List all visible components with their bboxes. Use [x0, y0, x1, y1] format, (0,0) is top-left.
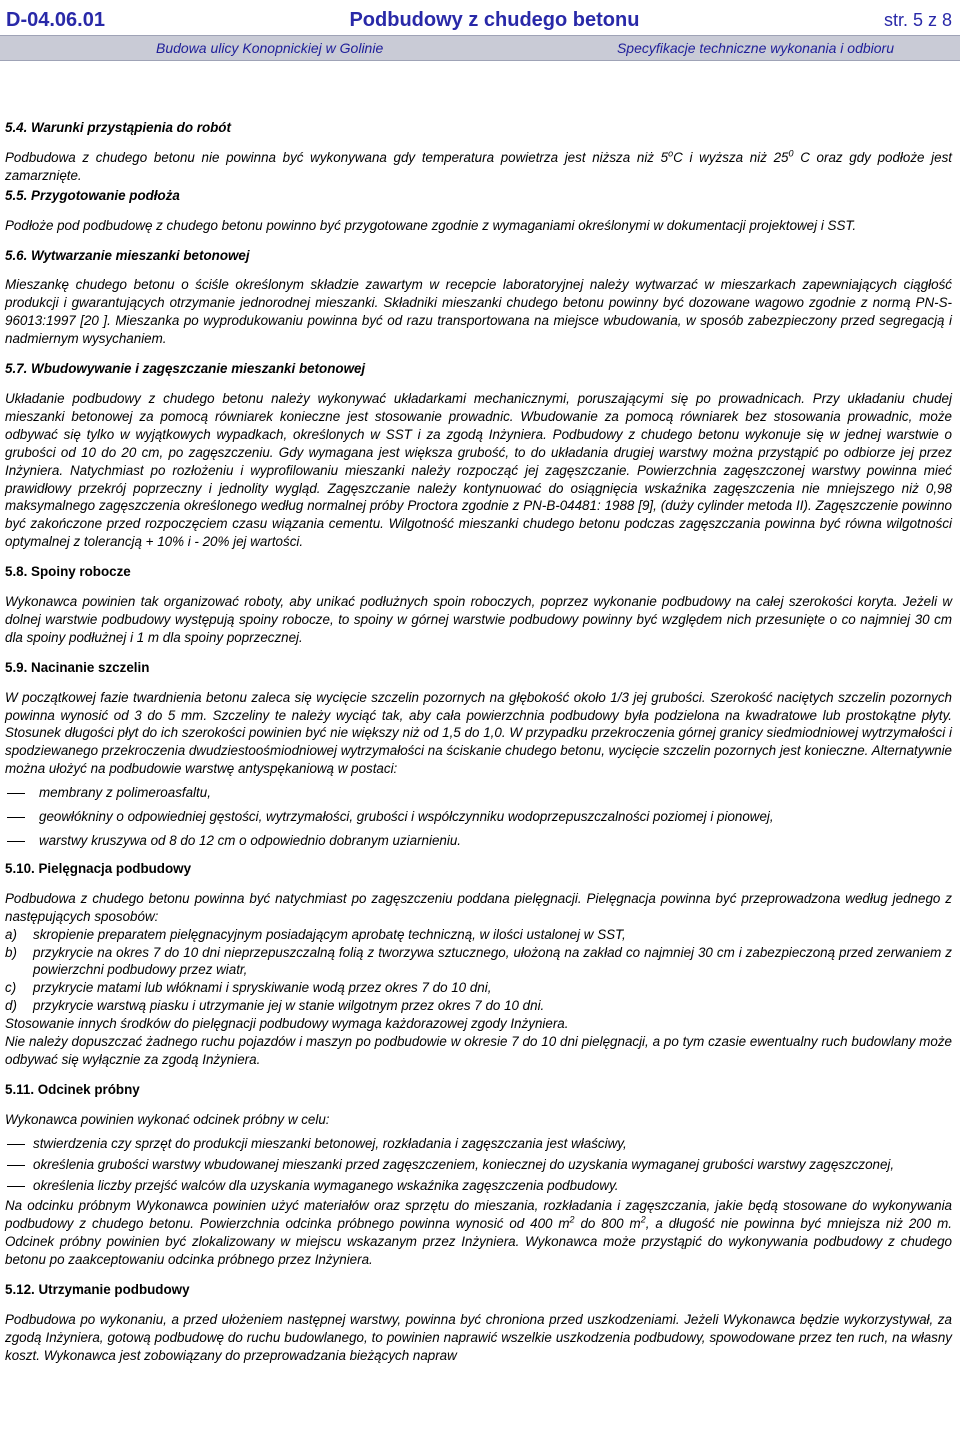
- paragraph: Wykonawca powinien wykonać odcinek próbny w celu:: [5, 1111, 330, 1127]
- list-item: geowłókniny o odpowiedniej gęstości, wytrzymałości, grubości i współczynniku wodoprzepuszczalności poziomej i pionowej,: [5, 808, 952, 826]
- section-heading: 5.7. Wbudowywanie i zagęszczanie mieszanki betonowej: [5, 361, 366, 377]
- paragraph: Układanie podbudowy z chudego betonu należy wykonywać układarkami mechanicznymi, poruszającymi się po prowadnicach. Przy układaniu chudej mieszanki betonowej za pomocą równiarek konieczne jest stosowanie prowadnic. Wbudowanie za pomocą równiarek bez stosowania prowadnic, może odbywać się tylko w wyjątkowych wypadkach, określonych w SST i za zgodą Inżyniera. Podbudowy z chudego betonu wykonuje się w jednej warstwie o grubości od 10 do 20 cm, po zagęszczeniu. Gdy wymagana jest większa grubość, to do układania drugiej warstwy można przystąpić po odbiorze jej przez Inżyniera. Natychmiast po rozłożeniu i wyprofilowaniu mieszanki należy rozpocząć jej zagęszczanie. Powierzchnia zagęszczonej warstwy powinna mieć prawidłowy przekrój poprzeczny i jednolity wygląd. Zagęszczanie należy kontynuować do osiągnięcia wskaźnika zagęszczenia nie mniejszego niż 0,98 maksymalnego zagęszczenia określonego według normalnej próby Proctora zgodnie z PN-B-04481: 1988 [9], (duży cylinder metoda II). Zagęszczenie powinno być zakończone przed rozpoczęciem czasu wiązania cementu. Wilgotność mieszanki chudego betonu podczas zagęszczania powinna być równa wilgotności optymalnej z tolerancją + 10% i - 20% jej wartości.: [5, 390, 952, 550]
- paragraph: W początkowej fazie twardnienia betonu zaleca się wycięcie szczelin pozornych na głębokość około 1/3 jej grubości. Szerokość naciętych szczelin pozornych powinna wynosić od 3 do 5 mm. Szczeliny te należy wyciąć tak, aby cała powierzchnia podbudowy była podzielona na kwadratowe lub prostokątne płyty. Stosunek długości płyt do ich szerokości powinien być nie większy niż od 1,5 do 1,0. W przypadku przekroczenia górnej granicy siedmiodniowej wytrzymałości i spodziewanego przekroczenia dwudziestoośmiodniowej wytrzymałości na ściskanie chudego betonu, wycięcie szczelin pozornych jest konieczne. Alternatywnie można ułożyć na podbudowie warstwę antyspękaniową w postaci:: [5, 689, 953, 777]
- page-number: str. 5 z 8: [883, 9, 952, 30]
- dash-list: [5, 784, 952, 850]
- section-heading: 5.12. Utrzymanie podbudowy: [5, 1282, 190, 1298]
- paragraph: Nie należy dopuszczać żadnego ruchu pojazdów i maszyn po podbudowie w okresie 7 do 10 dni pielęgnacji, a po tym czasie ewentualny ruch budowlany może odbywać się wyłącznie za zgodą Inżyniera.: [5, 1034, 952, 1067]
- paragraph: Podbudowa z chudego betonu powinna być natychmiast po zagęszczeniu poddana pielęgnacji. Pielęgnacja powinna być przeprowadzona według jednego z następujących sposobów:: [5, 890, 952, 924]
- list-item: warstwy kruszywa od 8 do 12 cm o odpowiednio dobranym uziarnieniu.: [5, 832, 952, 850]
- section-heading: 5.10. Pielęgnacja podbudowy: [5, 860, 192, 876]
- list-item: określenia grubości warstwy wbudowanej mieszanki przed zagęszczeniem, koniecznej do uzyskania wymaganej grubości warstwy zagęszczonej,: [5, 1156, 952, 1174]
- list-item: c) przykrycie matami lub włóknami i spryskiwanie wodą przez okres 7 do 10 dni,: [5, 980, 492, 996]
- section-heading: 5.4. Warunki przystąpienia do robót: [5, 120, 231, 135]
- list-item: a) skropienie preparatem pielęgnacyjnym posiadającym aprobatę techniczną, w ilości ustalonej w SST,: [5, 926, 626, 942]
- paragraph: Wykonawca powinien tak organizować roboty, aby unikać podłużnych spoin roboczych, poprzez wykonanie podbudowy na całej szerokości koryta. Jeżeli w dolnej warstwie podbudowy występują spoiny robocze, to spoiny w górnej warstwie podbudowy powinny być względem nich przesunięte o co najmniej 30 cm dla spoiny podłużnej i 1 m dla spoiny poprzecznej.: [5, 594, 952, 645]
- lettered-list: [5, 926, 952, 1016]
- list-item: membrany z polimeroasfaltu,: [5, 784, 952, 802]
- paragraph: Mieszankę chudego betonu o ściśle określonym składzie zawartym w recepcie laboratoryjnej należy wytwarzać w mieszarkach zapewniających ciągłość produkcji i gwarantujących otrzymanie jednorodnej mieszanki. Składniki mieszanki chudego betonu powinny być dozowane wagowo zgodnie z normą PN-S-96013:1997 [20 ]. Mieszanka po wyprodukowaniu powinna być od razu transportowana na miejsce wbudowania, w sposób zabezpieczony przed segregacją i nadmiernym wysychaniem.: [5, 277, 952, 347]
- list-item: b) przykrycie na okres 7 do 10 dni nieprzepuszczalną folią z tworzywa sztucznego, ułożoną na zakład co najmniej 30 cm i zabezpieczoną przed zerwaniem z powierzchni podbudowy przez wiatr,: [5, 944, 952, 978]
- paragraph: Podbudowa po wykonaniu, a przed ułożeniem następnej warstwy, powinna być chroniona przed uszkodzeniami. Jeżeli Wykonawca będzie wykorzystywał, za zgodą Inżyniera, gotową podbudowę do ruchu budowlanego, to powinien naprawić wszelkie uszkodzenia podbudowy, spowodowane przez ten ruch, na własny koszt. Wykonawca jest zobowiązany do przeprowadzania bieżących napraw: [5, 1311, 952, 1363]
- section-heading: 5.5. Przygotowanie podłoża: [5, 187, 180, 203]
- paragraph: Podbudowa z chudego betonu nie powinna być wykonywana gdy temperatura powietrza jest niższa niż 5$^o$C i wyższa niż $25^0$ C oraz gdy podłoże jest zamarznięte.: [5, 148, 953, 183]
- page-header: [6, 6, 952, 34]
- section-heading: 5.11. Odcinek próbny: [5, 1081, 140, 1097]
- spec-name: Specyfikacje techniczne wykonania i odbioru: [616, 40, 894, 56]
- project-name: Budowa ulicy Konopnickiej w Golinie: [156, 40, 384, 56]
- list-item: d) przykrycie warstwą piasku i utrzymanie jej w stanie wilgotnym przez okres 7 do 10 dni.: [5, 998, 545, 1014]
- document-body: [5, 119, 952, 1365]
- doc-title: Podbudowy z chudego betonu: [349, 8, 640, 31]
- paragraph: Podłoże pod podbudowę z chudego betonu powinno być przygotowane zgodnie z wymaganiami określonymi w dokumentacji projektowej i SST.: [5, 217, 857, 233]
- paragraph: Na odcinku próbnym Wykonawca powinien użyć materiałów oraz sprzętu do mieszania, rozkładania i zagęszczania, jakie będą stosowane do wykonywania podbudowy z chudego betonu. Powierzchnia odcinka próbnego powinna wynosić od 400 $m^2$ do 800 $m^2$, a długość nie powinna być mniejsza niż 200 m. Odcinek próbny powinien być zlokalizowany w miejscu wskazanym przez Inżyniera. Wykonawca może przystąpić do wykonywania podbudowy z chudego betonu po zaakceptowaniu odcinka próbnego przez Inżyniera.: [5, 1198, 952, 1268]
- dash-list: [5, 1135, 952, 1195]
- section-heading: 5.8. Spoiny robocze: [5, 564, 131, 580]
- paragraph: Stosowanie innych środków do pielęgnacji podbudowy wymaga każdorazowej zgody Inżyniera.: [5, 1016, 569, 1032]
- section-heading: 5.9. Nacinanie szczelin: [5, 659, 150, 675]
- header-subtitle-bar: [0, 35, 960, 61]
- list-item: określenia liczby przejść walców dla uzyskania wymaganego wskaźnika zagęszczenia podbudowy.: [5, 1177, 952, 1195]
- list-item: stwierdzenia czy sprzęt do produkcji mieszanki betonowej, rozkładania i zagęszczania jest właściwy,: [5, 1135, 952, 1153]
- doc-code: D-04.06.01: [6, 8, 105, 31]
- section-heading: 5.6. Wytwarzanie mieszanki betonowej: [5, 247, 250, 263]
